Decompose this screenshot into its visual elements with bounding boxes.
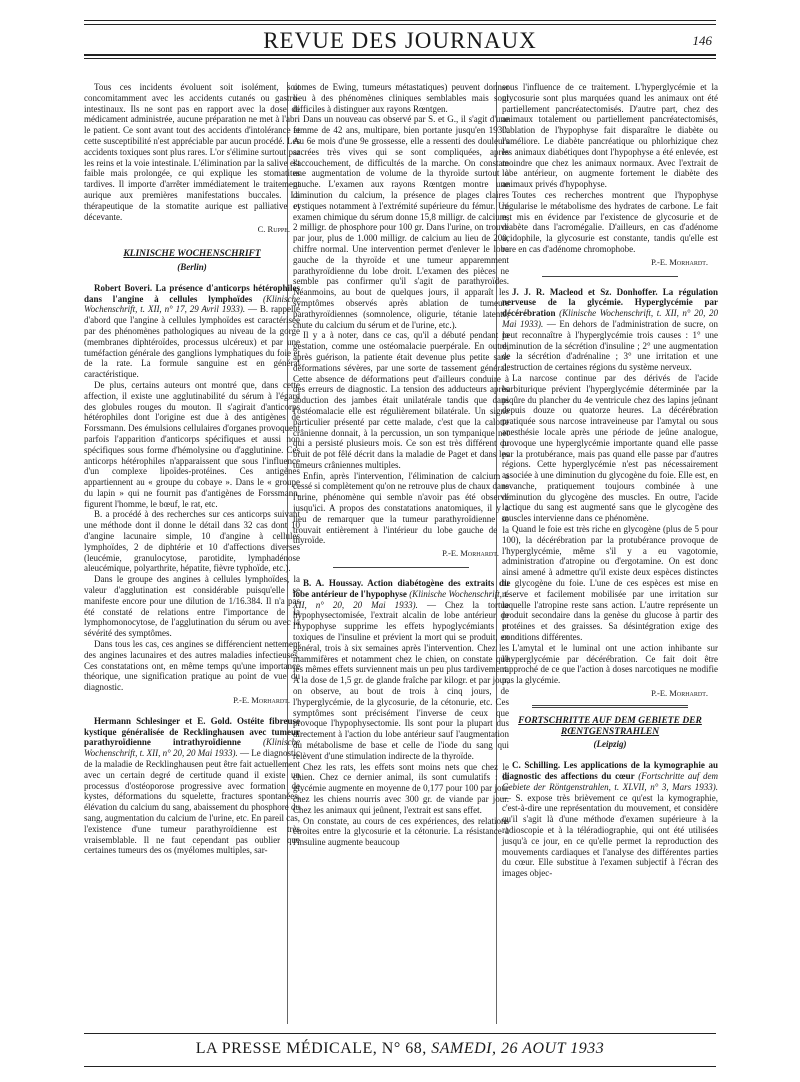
article-heading	[502, 760, 718, 879]
article-title: B. A. Houssay. Action diabétogène des extraits du lobe antérieur de l'hypophyse	[293, 578, 509, 599]
journal-section-city: (Berlin)	[177, 261, 207, 272]
header-rule-top	[84, 20, 716, 21]
article-heading	[293, 578, 509, 762]
article-title: J. J. R. Macleod et Sz. Donhoffer. La régulation nerveuse de la glycémie. Hyperglycémie par décérébration	[502, 286, 718, 319]
footer-journal: LA PRESSE MÉDICALE, N° 68,	[195, 1040, 427, 1057]
author-signature: P.-E. Morhardt.	[442, 548, 499, 559]
footer-rule-bottom	[84, 1066, 716, 1067]
article-text: — Chez la tortue hypophysectomisée, l'extrait alcalin de lobe antérieur de l'hypophyse supprime les effets hypoglycémiants et toxiques de l'insuline et prévient la mort qui se produit, en général, trois à six semaines après l'intervention. Chez les mammifères et notamment chez le chien, on constate que les mêmes effets surviennent mais un peu plus tardivement. A la dose de 1,5 gr. de glande fraîche par kilogr. et par jour, on observe, au bout de trois à cinq jours, de l'hyperglycémie, de la glycosurie, de la cétonurie, etc. Ces symptômes sont précisément l'inverse de ceux que provoque l'hypophysectomie. Ils sont pour la plupart dus directement à l'action du lobe antérieur sauf l'augmentation du métabolisme de base et celle de l'iode du sang qui relèvent d'une stimulation indirecte de la thyroïde.	[293, 599, 510, 761]
column-left	[84, 82, 300, 856]
paragraph: Il y a à noter, dans ce cas, qu'il a débuté pendant la gestation, comme une ostéomalacie puerpérale. En outre, après guérison, la patiente était devenue plus petite sans déformations sévères, par une sorte de tassement général. Cette absence de déformations peut d'ailleurs conduire à des erreurs de diagnostic. La tension des adducteurs après abduction des jambes était unilatérale tandis que dans l'ostéomalacie elle est régulièrement bilatérale. Un signe particulier présenté par cette malade, c'est que la calotte crânienne donnait, à la percussion, un son tympanique net qui a persisté plusieurs mois. Ce son est très différent du bruit de pot fêlé décrit dans la maladie de Paget et dans les tumeurs crâniennes multiples.	[293, 330, 509, 470]
paragraph: B. a procédé à des recherches sur ces anticorps suivant une méthode dont il donne le détail dans 32 cas dont 10 d'angine lacunaire simple, 10 d'angine à cellules lymphoïdes, 2 de diphtérie et 10 d'affections diverses (leucémie, granulocytose, parotidite, lymphadénose aleucémique, polyarthrite, hépatite, fièvre typhoïde, etc.).	[84, 509, 300, 574]
article-heading	[84, 283, 300, 380]
article-text: — B. rappelle d'abord que l'angine à cellules lymphoïdes est caractérisée par des phénomènes pathologiques au niveau de la gorge (membranes diphtéroïdes, processus ulcéreux) et par une tuméfaction générale des ganglions lymphatiques du foie et de la rate. La formule sanguine est en général caractéristique.	[84, 304, 300, 380]
article-title: Hermann Schlesinger et E. Gold. Ostéite fibreuse kystique généralisée de Recklinghausen avec tumeur parathyroïdienne intrathyroïdienne	[84, 715, 300, 748]
column-middle	[293, 82, 509, 848]
header-rule-top-inner	[84, 24, 716, 25]
article-divider	[333, 567, 469, 568]
header-rule-bottom-inner	[84, 58, 716, 59]
article-heading	[84, 716, 300, 856]
journal-section-title: FORTSCHRITTE AUF DEM GEBIETE DER RŒNTGENSTRAHLEN	[518, 715, 702, 737]
article-text: — S. expose très brièvement ce qu'est la kymographie, c'est-à-dire une représentation du mouvement, et considère qu'il s'agit là d'une méthode d'examen supérieure à la radioscopie et à la téléradiographie, qui ont été utilisées jusqu'à ce jour, en ce qu'elle permet la reproduction des mouvements cardiaques et l'analyse des différentes parties du cœur. Elle substitue à l'examen subjectif à l'écran des images objec-	[502, 792, 718, 879]
article-text: — Le diagnostic de la maladie de Recklinghausen peut être fait actuellement avec un certain degré de certitude quand il existe un processus d'ostéoporose progressive avec formation de kystes, déformations du squelette, fractures spontanées, élévation du calcium du sang, abaissement du phosphore du sang, augmentation du calcium de l'urine, etc. En pareil cas, l'existence d'une tumeur parathyroïdienne est très vraisemblable. Il ne faut cependant pas oublier que certaines tumeurs des os (myélomes multiples, sar-	[84, 748, 300, 856]
paragraph: Toutes ces recherches montrent que l'hypophyse régularise le métabolisme des hydrates de carbone. Le fait est mis en évidence par l'existence de glycosurie et de diabète dans l'acromégalie. D'ailleurs, en cas d'adénome acidophile, la glycosurie est constante, tandis qu'elle est rare en cas d'adénome chromophobe.	[502, 189, 718, 254]
article-title: Robert Boveri. La présence d'anticorps hétérophiles dans l'angine à cellules lymphoïdes	[84, 282, 300, 304]
article-heading	[502, 287, 718, 373]
paragraph: Dans un nouveau cas observé par S. et G., il s'agit d'une femme de 42 ans, multipare, bien portante jusqu'en 1930. Au 6e mois d'une 9e grossesse, elle a ressenti des douleurs sacrées très vives qui se sont compliquées, après l'accouchement, de difficultés de la marche. On constate une augmentation de volume de la thyroïde surtout à gauche. L'examen aux rayons Rœntgen montre une diminution du calcium, la présence de plages claires cystiques notamment à l'extrémité supérieure du fémur. Un examen chimique du sérum donne 15,8 milligr. de calcium, 2 milligr. de phosphore pour 100 gr. Dans l'urine, on trouve par jour, plus de 1.000 milligr. de calcium au lieu de 200, chiffre normal. Une intervention permet d'enlever le lobe gauche de la thyroïde et une tumeur apparemment parathyroïdienne du lobe droit. L'examen des pièces ne semble pas confirmer qu'il s'agit de parathyroïdes. Néanmoins, au bout de quelques jours, il apparaît les symptômes observés après ablation de tumeurs parathyroïdiennes (somnolence, oligurie, tétanie latente, chute du calcium du sérum et de l'urine, etc.).	[293, 114, 509, 330]
page-footer	[0, 1040, 800, 1058]
page-title: REVUE DES JOURNAUX	[263, 28, 537, 53]
journal-section-city: (Leipzig)	[593, 739, 627, 750]
section-divider	[532, 705, 688, 708]
page-number: 146	[692, 33, 712, 48]
author-signature: C. Ruppe.	[257, 224, 290, 235]
paragraph: Dans tous les cas, ces angines se différencient nettement des angines lacunaires et des autres maladies infectieuses. Ces constatations ont, en même temps qu'une importance théorique, une signification pratique au point de vue du diagnostic.	[84, 639, 300, 693]
article-reference: (Klinische Wochenschrift, t. XII, n° 20, 20 Mai 1933).	[502, 308, 718, 329]
paragraph: L'amytal et le luminal ont une action inhibante sur l'hyperglycémie par décérébration. Ce fait doit être rapproché de ce que l'action à doses narcotiques ne modifie pas la glycémie.	[502, 642, 718, 686]
header-rule-bottom	[84, 54, 716, 56]
paragraph: Dans le groupe des angines à cellules lymphoïdes, la valeur d'agglutination est considérable puisqu'elle se manifeste encore pour une dilution de 1/16.384. Il n'a pas été constaté de relations entre l'importance de la lymphomonocytose, de l'agglutination du sérum ou avec la sévérité des symptômes.	[84, 574, 300, 639]
author-signature: P.-E. Morhardt.	[651, 688, 708, 699]
article-reference: (Fortschritte auf dem Gebiete der Röntgenstrahlen, t. XLVII, n° 3, Mars 1933).	[502, 771, 718, 792]
footer-rule	[84, 1033, 716, 1034]
journal-section-title: KLINISCHE WOCHENSCHRIFT	[123, 249, 261, 260]
article-text: — En dehors de l'administration de sucre, on peut reconnaître à l'hyperglycémie trois causes : 1° une diminution de la sécrétion d'insuline ; 2° une augmentation de la sécrétion d'adrénaline ; 3° une irritation et une destruction de certaines régions du système nerveux.	[502, 318, 718, 373]
paragraph: Quand le foie est très riche en glycogène (plus de 5 pour 100), la décérébration par la protubérance provoque de l'hyperglycémie, même s'il y a eu vagotomie, administration d'atropine ou d'ergotamine. On est donc ainsi amené à admettre qu'il existe deux espèces distinctes de glycogène du foie. L'une de ces espèces est mise en réserve et facilement mobilisée par une irritation sur laquelle l'atropine reste sans action. L'autre représente un produit secondaire dans la genèse du glucose à partir des protéines et des graisses. Sa désintégration exige des conditions différentes.	[502, 524, 718, 643]
paragraph: On constate, au cours de ces expériences, des relations étroites entre la glycosurie et la cétonurie. La résistance à l'insuline augmente beaucoup	[293, 815, 509, 848]
paragraph: De plus, certains auteurs ont montré que, dans cette affection, il existe une agglutinabilité du sérum à l'égard des globules rouges du mouton. Il s'agirait d'anticorps hétérophiles dont l'origine est due à des antigènes de Forssmann. Des émulsions cellulaires d'organes provoquent parfois l'apparition d'anticorps spécifiques et aussi non spécifiques sous forme d'hémolysine ou d'agglutinine. Ces anticorps hétérophiles n'apparaissent que sous l'influence d'un complexe lipoïdes-protéines. Ces antigènes appartiennent au « groupe du cobaye ». Dans le « groupe du lapin » qui ne fournit pas d'antigènes de Forssmann, figurent l'homme, le bœuf, le rat, etc.	[84, 379, 300, 509]
article-reference: (Klinische Wochenschrift, t. XII, n° 20, 20 Mai 1933).	[293, 588, 510, 610]
article-title: C. Schilling. Les applications de la kymographie au diagnostic des affections du cœur	[502, 760, 718, 782]
footer-date: SAMEDI, 26 AOUT 1933	[431, 1040, 605, 1057]
paragraph: Chez les rats, les effets sont moins nets que chez le chien. Chez ce dernier animal, ils sont cumulatifs : la glycémie augmente en moyenne de 0,177 pour 100 par jour chez les chiens nourris avec 300 gr. de viande par jour. Chez les animaux qui jeûnent, l'extrait est sans effet.	[293, 761, 509, 815]
article-reference: (Klinische Wochenschrift, t. XII, n° 20, 20 Mai 1933).	[84, 737, 300, 759]
paragraph: Tous ces incidents évoluent soit isolément, soit concomitamment avec les accidents cutanés ou gastro-intestinaux. Ils ne sont pas en rapport avec la dose de médicament administrée, aucune préparation ne met à l'abri le patient. Ce sont avant tout des accidents d'intolérance et cette susceptibilité n'est appréciable par aucun procédé. Les accidents toxiques sont plus rares. L'or s'élimine surtout par les reins et la voie intestinale. L'élimination par la salive est faible mais prolongée, ce qui explique les stomatites tardives. Il importe d'arrêter immédiatement le traitement aurique aux premières manifestations buccales. La thérapeutique de la stomatite aurique est palliative et décevante.	[84, 82, 300, 222]
article-divider	[542, 276, 678, 277]
article-reference: (Klinische Wochenschrift, t. XII, n° 17, 29 Avril 1933).	[84, 293, 300, 315]
paragraph: sous l'influence de ce traitement. L'hyperglycémie et la glycosurie sont plus marquées quand les animaux ont été partiellement pancréatectomisés. D'autre part, chez des animaux totalement ou partiellement pancréatectomisés, l'ablation de l'hypophyse fait disparaître le diabète ou l'améliore. Le diabète pancréatique ou phlorhizique chez les animaux diabétiques dont l'hypophyse a été enlevée, est moindre que chez les animaux normaux. Avec l'extrait de lobe antérieur, on augmente fortement le diabète des animaux privés d'hypophyse.	[502, 82, 718, 190]
paragraph: Enfin, après l'intervention, l'élimination de calcium a cessé si complètement qu'on ne retrouve plus de chaux dans l'urine, phénomène qui semble n'avoir pas été observé jusqu'ici. A propos des constatations anatomiques, il y a lieu de remarquer que la tumeur parathyroïdienne se trouvait entièrement à l'intérieur du lobe gauche de la thyroïde.	[293, 470, 509, 546]
column-right	[502, 82, 718, 879]
paragraph: La narcose continue par des dérivés de l'acide barbiturique prévient l'hyperglycémie déterminée par la piqûre du plancher du 4e ventricule chez des lapins jeûnant depuis douze ou quatorze heures. La décérébration pratiquée sous narcose intraveineuse par l'amytal ou sous anesthésie locale après une période de jeûne analogue, provoque une hyperglycémie importante quand elle passe par la protubérance, mais pas quand elle passe par d'autres régions. Cette hyperglycémie n'est pas nécessairement associée à une diminution du glycogène du foie. Elle est, en revanche, pratiquement toujours combinée à une diminution du glycogène des muscles. En outre, l'acide lactique du sang est augmenté sans que le glycogène des muscles intervienne dans ce phénomène.	[502, 372, 718, 524]
author-signature: P.-E. Morhardt.	[651, 256, 708, 267]
paragraph: comes de Ewing, tumeurs métastatiques) peuvent donner lieu à des phénomènes cliniques semblables mais sont difficiles à distinguer aux rayons Rœntgen.	[293, 82, 509, 114]
author-signature: P.-E. Morhardt.	[233, 695, 290, 706]
